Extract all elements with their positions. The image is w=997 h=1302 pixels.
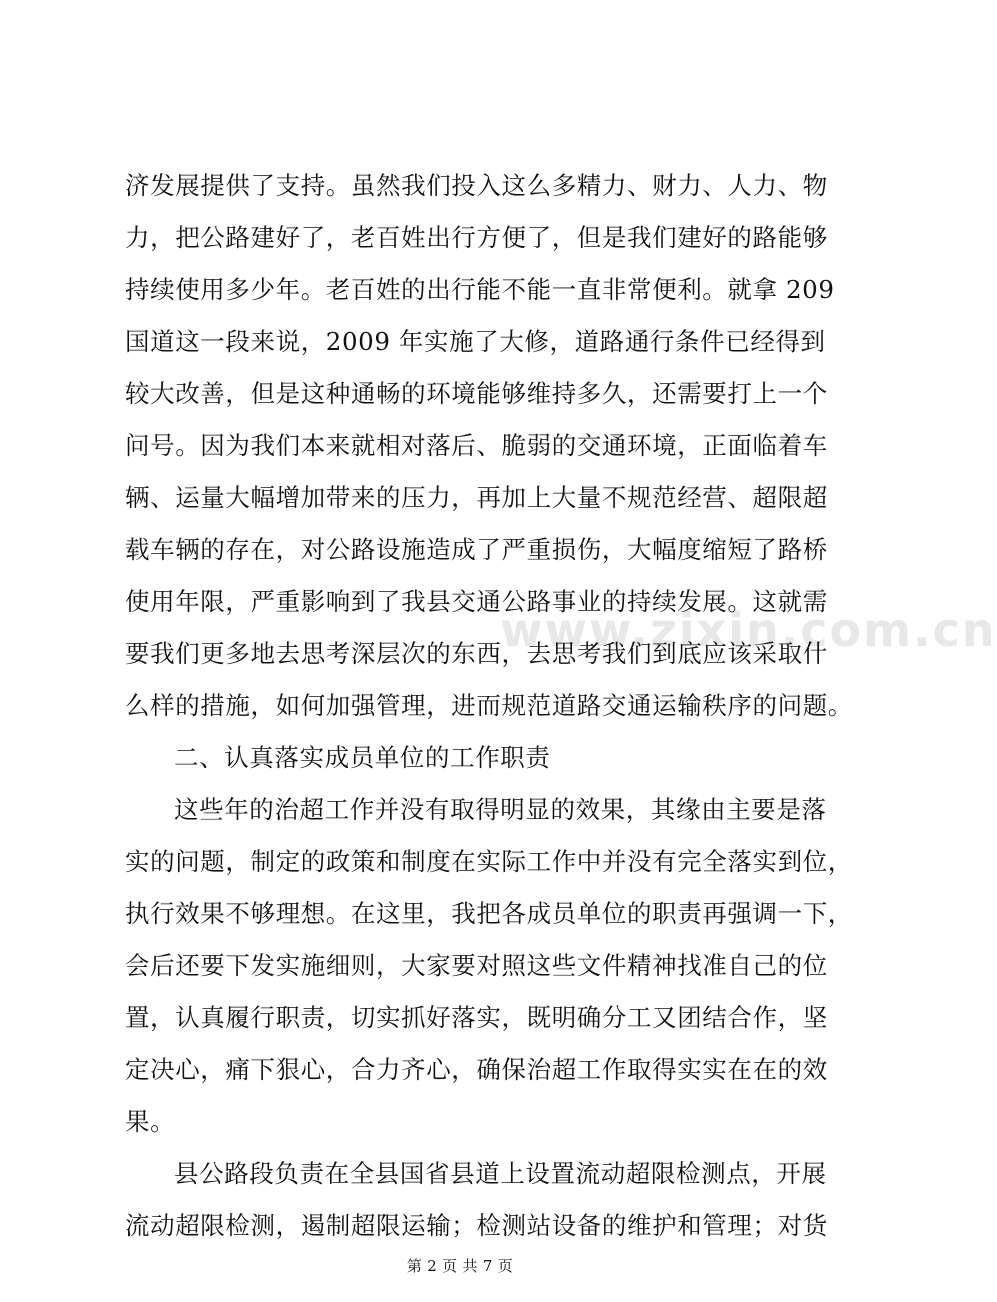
section-heading: 二、认真落实成员单位的工作职责 [174,743,551,772]
text-line: 济发展提供了支持。虽然我们投入这么多精力、财力、人力、物 [125,171,828,200]
text-line: 置，认真履行职责，切实抓好落实，既明确分工又团结合作，坚 [125,1003,828,1032]
text-line: 这些年的治超工作并没有取得明显的效果，其缘由主要是落 [174,795,827,824]
text-line: 要我们更多地去思考深层次的东西，去思考我们到底应该采取什 [125,639,828,668]
text-line: 定决心，痛下狠心，合力齐心，确保治超工作取得实实在在的效 [125,1055,828,1084]
text-line: 县公路段负责在全县国省县道上设置流动超限检测点，开展 [174,1159,827,1188]
text-line: 辆、运量大幅增加带来的压力，再加上大量不规范经营、超限超 [125,483,828,512]
text-line: 执行效果不够理想。在这里，我把各成员单位的职责再强调一下， [125,899,853,928]
text-line: 流动超限检测，遏制超限运输；检测站设备的维护和管理；对货 [125,1211,828,1240]
text-line: 力，把公路建好了，老百姓出行方便了，但是我们建好的路能够 [125,223,828,252]
text-line: 么样的措施，如何加强管理，进而规范道路交通运输秩序的问题。 [125,691,853,720]
text-line: 国道这一段来说，2009 年实施了大修，道路通行条件已经得到 [125,327,826,356]
text-line: 使用年限，严重影响到了我县交通公路事业的持续发展。这就需 [125,587,828,616]
text-line: 会后还要下发实施细则，大家要对照这些文件精神找准自己的位 [125,951,828,980]
text-line: 果。 [125,1107,176,1136]
text-line: 问号。因为我们本来就相对落后、脆弱的交通环境，正面临着车 [125,431,828,460]
text-line: 较大改善，但是这种通畅的环境能够维持多久，还需要打上一个 [125,379,828,408]
text-line: 载车辆的存在，对公路设施造成了严重损伤，大幅度缩短了路桥 [125,535,828,564]
page-footer: 第 2 页 共 7 页 [406,1257,514,1275]
text-line: 实的问题，制定的政策和制度在实际工作中并没有完全落实到位， [125,847,853,876]
text-line: 持续使用多少年。老百姓的出行能不能一直非常便利。就拿 209 [125,275,835,304]
watermark: www.zixin.com.cn [500,603,997,657]
